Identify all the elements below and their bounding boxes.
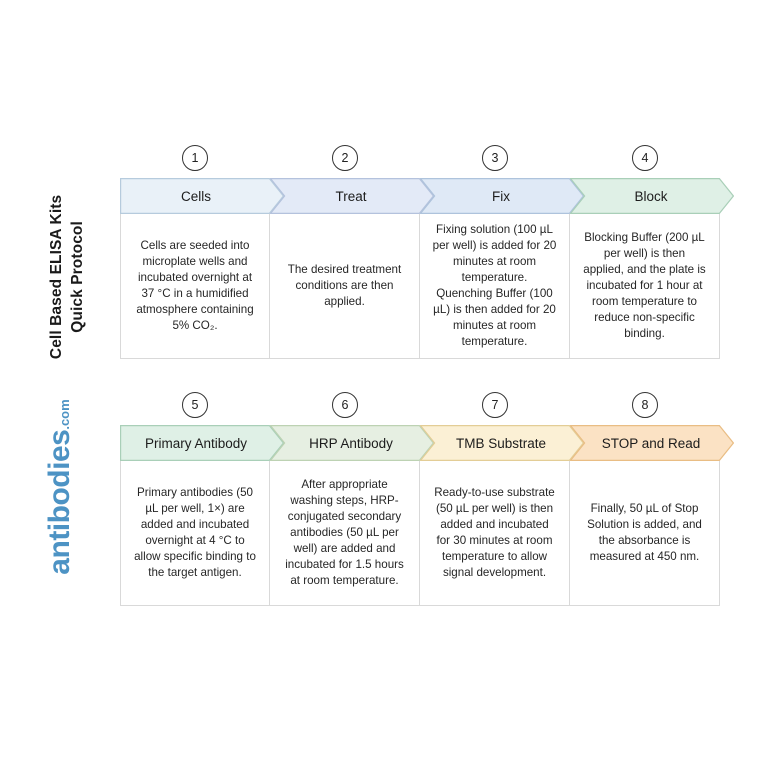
page-title-line2: Quick Protocol [69, 221, 86, 333]
step-number-row-1 [120, 145, 740, 175]
step-banner [120, 178, 284, 214]
step-description-text: Fixing solution (100 µL per well) is added for 20 minutes at room temperature. Quenching Buffer (100 µL) is then added for 20 minutes at room temperature. [432, 223, 557, 348]
brand-logo [43, 372, 77, 602]
step-description-card [570, 214, 720, 359]
step-description-card [420, 214, 570, 359]
step-label: STOP and Read [601, 435, 701, 451]
page-title [47, 147, 89, 407]
step-label: Block [634, 188, 668, 204]
step-number-badge: 6 [332, 392, 358, 418]
step-number-badge: 7 [482, 392, 508, 418]
step-description-text: The desired treatment conditions are then applied. [287, 263, 402, 308]
brand-sidebar [0, 0, 120, 764]
step-label: Primary Antibody [144, 435, 248, 451]
step-description-text: Blocking Buffer (200 µL per well) is then applied, and the plate is incubated for 1 hour at room temperature to reduce non-specific binding. [583, 231, 706, 340]
step-banner [270, 425, 434, 461]
step-description-card [270, 214, 420, 359]
brand-logo-name: antibodies [43, 429, 76, 575]
step-label: Fix [492, 188, 510, 204]
step-banner [570, 425, 734, 461]
step-description-text: Cells are seeded into microplate wells and incubated overnight at 37 °C in a humidified atmosphere containing 5% CO₂. [136, 239, 254, 332]
step-card-row-2 [120, 461, 740, 606]
step-description-card [270, 461, 420, 606]
step-banner [570, 178, 734, 214]
step-description-card [120, 214, 270, 359]
step-banner-row-1 [120, 178, 740, 214]
step-description-text: After appropriate washing steps, HRP-conjugated secondary antibodies (50 µL per well) are added and incubated for 1.5 hours at room temperature. [285, 478, 404, 587]
step-number-badge: 1 [182, 145, 208, 171]
flow-row-1 [120, 145, 740, 359]
step-banner [270, 178, 434, 214]
step-description-text: Ready-to-use substrate (50 µL per well) is then added and incubated for 30 minutes at room temperature to allow signal development. [434, 486, 555, 579]
step-description-card [420, 461, 570, 606]
step-banner [120, 425, 284, 461]
step-label: Cells [180, 188, 211, 204]
step-number-badge: 2 [332, 145, 358, 171]
step-label: TMB Substrate [455, 435, 547, 451]
page-title-line1: Cell Based ELISA Kits [48, 194, 66, 360]
step-banner [420, 178, 584, 214]
step-number-row-2 [120, 392, 740, 422]
step-description-card [570, 461, 720, 606]
step-label: HRP Antibody [309, 435, 393, 451]
step-description-card [120, 461, 270, 606]
brand-logo-suffix: .com [57, 399, 72, 430]
step-description-text: Finally, 50 µL of Stop Solution is added, and the absorbance is measured at 450 nm. [587, 502, 702, 563]
step-number-badge: 8 [632, 392, 658, 418]
step-number-badge: 3 [482, 145, 508, 171]
step-card-row-1 [120, 214, 740, 359]
step-number-badge: 5 [182, 392, 208, 418]
step-banner [420, 425, 584, 461]
step-description-text: Primary antibodies (50 µL per well, 1×) are added and incubated overnight at 4 °C to allow specific binding to the target antigen. [134, 486, 256, 579]
step-number-badge: 4 [632, 145, 658, 171]
step-banner-row-2 [120, 425, 740, 461]
step-label: Treat [335, 188, 367, 204]
flow-row-2 [120, 392, 740, 606]
